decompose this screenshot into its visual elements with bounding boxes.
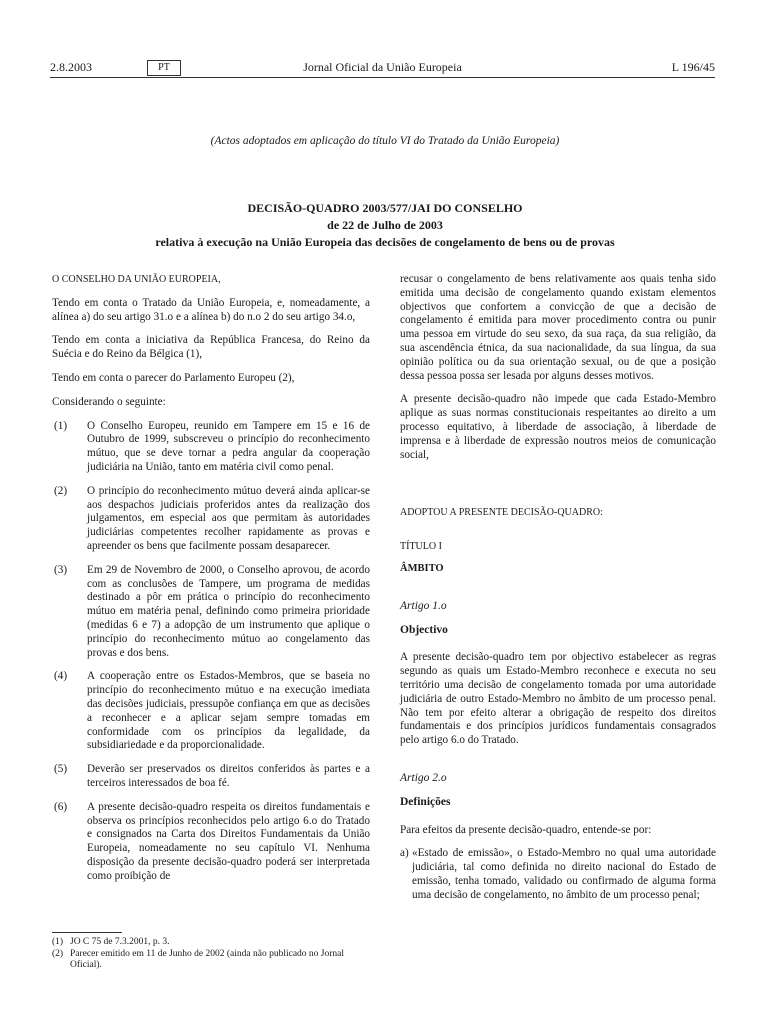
left-column [52, 273, 370, 893]
adopted-heading: ADOPTOU A PRESENTE DECISÃO-QUADRO: [400, 507, 603, 519]
recital-number: (2) [54, 484, 68, 497]
article-1-text: A presente decisão-quadro tem por objectivo estabelecer as regras segundo as quais um Estado-Membro reconhece e executa no seu território uma decisão de congelamento tomada por uma autoridade judiciária de outro Estado-Membro no âmbito de um processo penal. Não tem por efeito alterar a obrigação de respeito dos direitos fundamentais e dos princípios jurídicos fundamentais consagrados pelo artigo 6.o do Tratado. [400, 651, 716, 747]
footnote-text: JO C 75 de 7.3.2001, p. 3. [70, 937, 170, 947]
recital-text: O Conselho Europeu, reunido em Tampere em 15 e 16 de Outubro de 1999, subscreveu o princípio do reconhecimento mútuo, que se deve tornar a pedra angular da cooperação judiciária na União, tanto em matéria civil como penal. [87, 419, 370, 473]
footnote-divider [52, 932, 122, 933]
footnote [52, 949, 370, 972]
recital-text: A cooperação entre os Estados-Membros, que se baseia no princípio do reconhecimento mútuo e na execução imediata das decisões judiciais, pressupõe confiança em que as decisões a reconhecer e a aplicar sejam sempre tomadas em conformidade com os princípios da legalidade, da subsidiariedade e da proporcionalidade. [87, 670, 370, 752]
journal-title: Jornal Oficial da União Europeia [303, 60, 462, 74]
recital-number: (6) [54, 800, 68, 813]
scope-heading: ÂMBITO [400, 562, 444, 574]
recital-text: A presente decisão-quadro respeita os direitos fundamentais e observa os princípios reconhecidos pelo artigo 6.o do Tratado e consignados na Carta dos Direitos Fundamentais da União Europeia, nomeadamente no seu capítulo VI. Nenhuma disposição da presente decisão-quadro poderá ser interpretada como proibição de [87, 800, 370, 882]
title-heading: TÍTULO I [400, 541, 442, 553]
right-paragraph: A presente decisão-quadro não impede que cada Estado-Membro aplique as suas normas constitucionais respeitantes ao direito a um processo equitativo, à liberdade de associação, à liberdade de imprensa e à liberdade de expressão noutros meios de comunicação social, [400, 393, 716, 461]
council-heading: O CONSELHO DA UNIÃO EUROPEIA, [52, 274, 221, 285]
recital-number: (1) [54, 419, 68, 432]
language-badge: PT [147, 60, 181, 76]
right-column [400, 273, 716, 903]
recital-item [52, 420, 370, 475]
title-line-1: DECISÃO-QUADRO 2003/577/JAI DO CONSELHO [247, 201, 523, 215]
document-title [0, 200, 770, 251]
title-line-3: relativa à execução na União Europeia das decisões de congelamento de bens ou de provas [155, 235, 615, 249]
title-line-2: de 22 de Julho de 2003 [327, 218, 443, 232]
definition-letter: a) [400, 847, 409, 860]
definition-text: «Estado de emissão», o Estado-Membro no qual uma autoridade judiciária, tal como definida no direito nacional do Estado de emissão, tenha tomado, validado ou confirmado de alguma forma uma decisão de congelamento, no âmbito de um processo penal; [412, 847, 716, 901]
recital-number: (3) [54, 563, 68, 576]
recital-number: (4) [54, 670, 68, 683]
left-paragraph: Tendo em conta o Tratado da União Europeia, e, nomeadamente, a alínea a) do seu artigo 31.o e a alínea b) do n.o 2 do seu artigo 34.o, [52, 296, 370, 323]
intro-note: (Actos adoptados em aplicação do título VI do Tratado da União Europeia) [210, 135, 560, 147]
right-paragraph: recusar o congelamento de bens relativamente aos quais tenha sido emitida uma decisão de congelamento quando existam elementos objectivos que confortem a convicção de que a decisão de congelamento é emitida para mover procedimento contra ou punir uma pessoa em virtude do seu sexo, da sua raça, da sua religião, da sua ascendência étnica, da sua nacionalidade, da sua língua, da sua opinião política ou da sua orientação sexual, ou de que a posição dessa pessoa possa ser lesada por alguns desses motivos. [400, 273, 716, 382]
definition-item [400, 847, 716, 902]
article-2-heading: Artigo 2.o [400, 771, 447, 784]
header-date: 2.8.2003 [50, 60, 92, 74]
page-number: L 196/45 [671, 60, 715, 74]
left-paragraph: Tendo em conta a iniciativa da República Francesa, do Reino da Suécia e do Reino da Bélgica (1), [52, 334, 370, 361]
recital-item [52, 763, 370, 791]
recital-text: O princípio do reconhecimento mútuo deverá ainda aplicar-se aos despachos judiciais proferidos antes da realização dos julgamentos, em especial aos que permitam às autoridades judiciárias competentes recolher rapidamente as provas e apreender os bens que facilmente possam desaparecer. [87, 484, 370, 552]
left-paragraph: Considerando o seguinte: [52, 395, 166, 408]
footnote-text: Parecer emitido em 11 de Junho de 2002 (ainda não publicado no Jornal Oficial). [70, 948, 345, 970]
article-1-title: Objectivo [400, 623, 448, 636]
article-1-heading: Artigo 1.o [400, 599, 447, 612]
footnote-mark: (2) [52, 948, 64, 959]
footnote-mark: (1) [52, 937, 64, 947]
recital-item [52, 564, 370, 661]
article-2-title: Definições [400, 795, 451, 808]
footnotes [52, 932, 370, 972]
article-2-intro: Para efeitos da presente decisão-quadro, entende-se por: [400, 823, 652, 836]
recital-item [52, 485, 370, 554]
recital-item [52, 801, 370, 884]
left-paragraph: Tendo em conta o parecer do Parlamento Europeu (2), [52, 371, 295, 384]
recital-item [52, 670, 370, 753]
recital-number: (5) [54, 763, 68, 776]
recital-text: Em 29 de Novembro de 2000, o Conselho aprovou, de acordo com as conclusões de Tampere, um programa de medidas destinado a pôr em prática o princípio do reconhecimento mútuo em matéria penal, definindo como primeira prioridade (medidas 6 e 7) a adopção de um instrumento que aplique o princípio do reconhecimento mútuo ao congelamento das provas e dos bens. [87, 563, 370, 659]
header-divider [50, 77, 715, 78]
footnote [52, 937, 370, 949]
recital-text: Deverão ser preservados os direitos conferidos às partes e a terceiros interessados de boa fé. [87, 763, 370, 789]
